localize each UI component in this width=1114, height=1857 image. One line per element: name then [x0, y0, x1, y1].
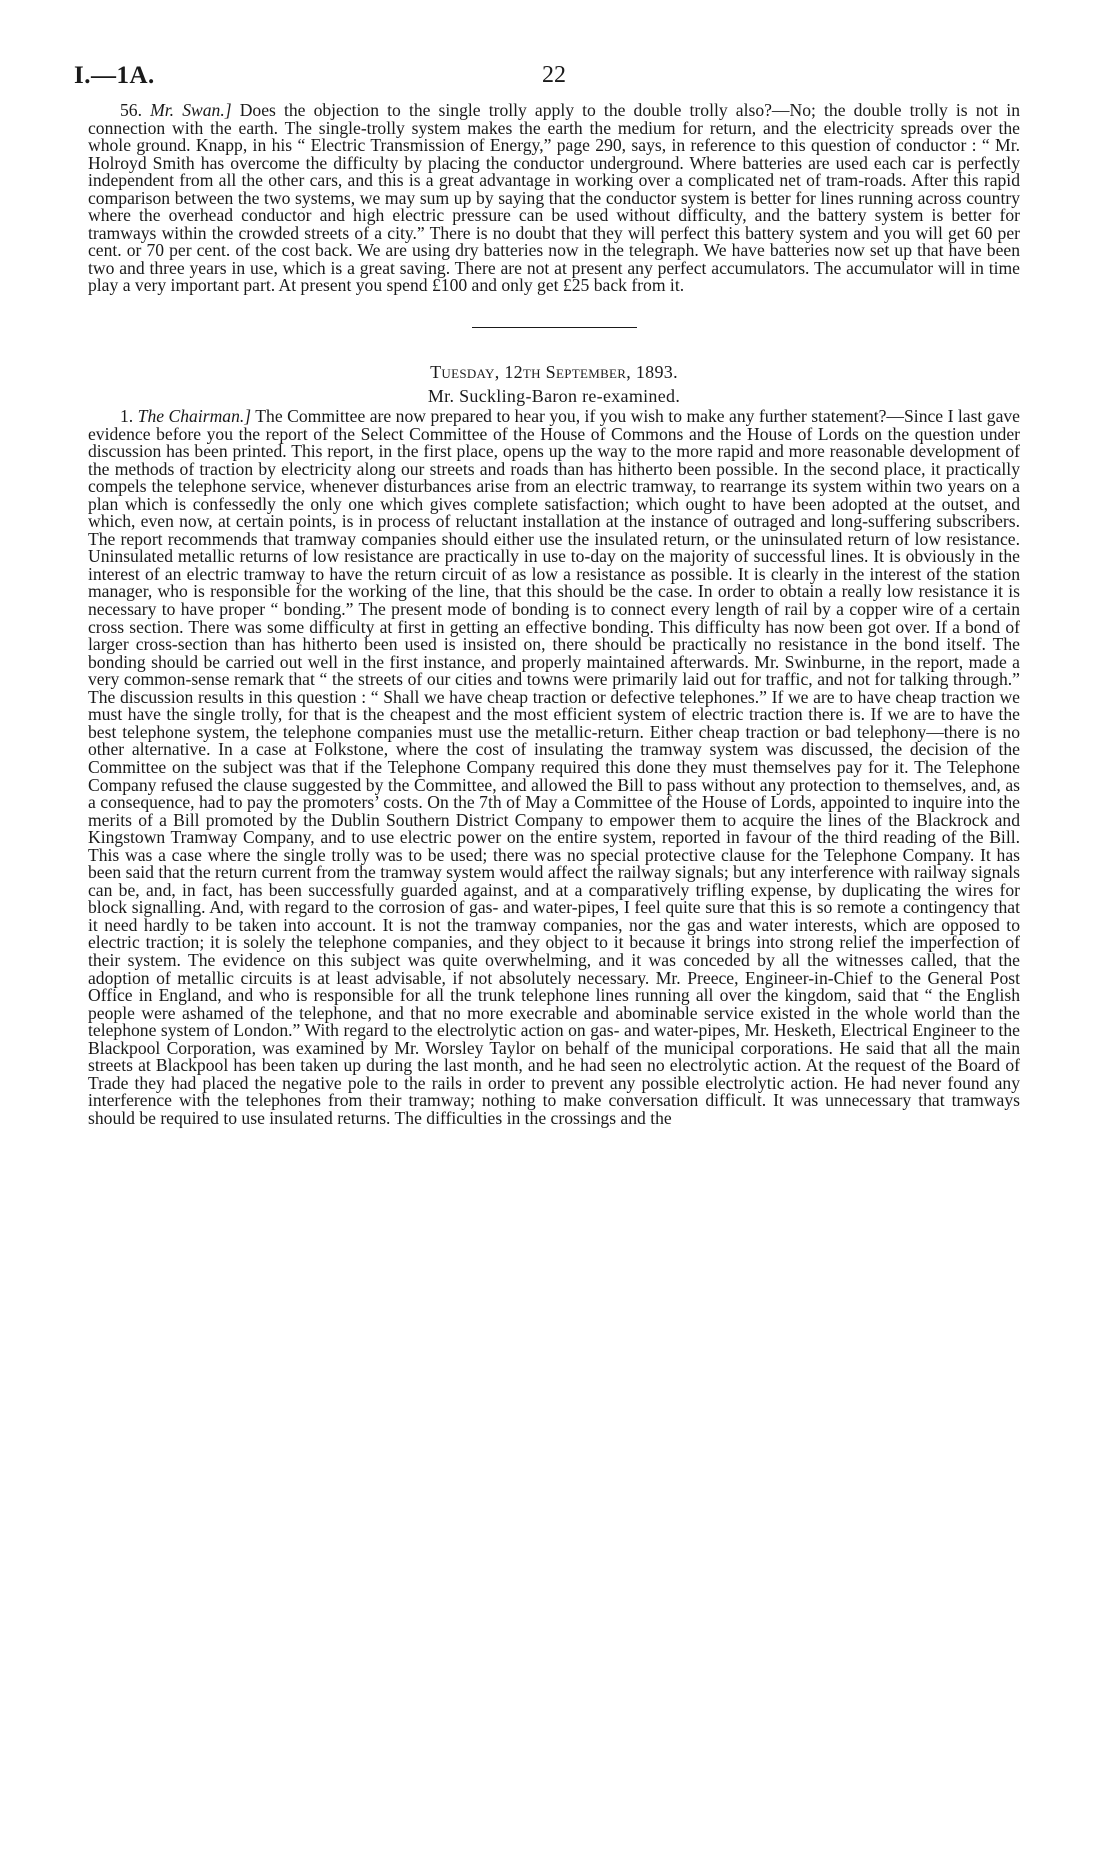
- question-1-paragraph: [88, 408, 1020, 1127]
- question-56-paragraph: [88, 102, 1020, 295]
- page-header: [74, 62, 1020, 102]
- question-speaker: The Chairman.]: [137, 406, 252, 427]
- question-speaker: Mr. Swan.]: [150, 100, 232, 120]
- section-divider: [472, 327, 637, 328]
- question-number: 56.: [120, 100, 142, 120]
- session-date-heading: Tuesday, 12th September, 1893.: [430, 362, 678, 383]
- question-number: 1.: [120, 406, 134, 427]
- page-number: 22: [542, 62, 566, 88]
- parliamentary-paper-reference: I.—1A.: [74, 62, 155, 89]
- witness-name: Mr. Suckling-Baron re-examined.: [427, 386, 681, 407]
- witness-heading: [88, 384, 1020, 408]
- question-text: The Committee are now prepared to hear you, if you wish to make any further statement?—Since I last gave evidence before you the report of the Select Committee of the House of Commons and the House of Lords on the question under discussion has been printed. This report, in the first place, opens up the way to the more rapid and more reasonable development of the methods of traction by electricity along our streets and roads than has hitherto been possible. In the second place, it practically compels the telephone service, whenever disturbances arise from an electric tramway, to rearrange its system within two years on a plan which is confessedly the only one which gives complete satisfaction; which ought to have been adopted at the outset, and which, even now, at certain points, is in process of reluctant installation at the instance of outraged and long-suffering subscribers. The report recommends that tramway companies should either use the insulated return, or the uninsulated return of low resistance. Uninsulated metallic returns of low resistance are practically in use to-day on the majority of successful lines. It is obviously in the interest of an electric tramway to have the return circuit of as low a resistance as possible. It is clearly in the interest of the station manager, who is responsible for the working of the line, that this should be the case. In order to obtain a really low resistance it is necessary to have proper “ bonding.” The present mode of bonding is to connect every length of rail by a copper wire of a certain cross section. There was some difficulty at first in getting an effective bonding. This difficulty has now been got over. If a bond of larger cross-section than has hitherto been used is insisted on, there should be practically no resistance in the bond itself. The bonding should be carried out well in the first instance, and properly maintained afterwards. Mr. Swinburne, in the report, made a very common-sense remark that “ the streets of our cities and towns were primarily laid out for traffic, and not for talking through.” The discussion results in this question : “ Shall we have cheap traction or defective telephones.” If we are to have cheap traction we must have the single trolly, for that is the cheapest and the most efficient system of electric traction there is. If we are to have the best telephone system, the telephone companies must use the metallic-return. Either cheap traction or bad telephony—there is no other alternative. In a case at Folkstone, where the cost of insulating the tramway system was discussed, the decision of the Committee on the subject was that if the Telephone Company required this done they must themselves pay for it. The Telephone Company refused the clause suggested by the Committee, and allowed the Bill to pass without any protection to themselves, and, as a consequence, had to pay the promoters’ costs. On the 7th of May a Committee of the House of Lords, appointed to inquire into the merits of a Bill promoted by the Dublin Southern District Company to empower them to acquire the lines of the Blackrock and Kingstown Tramway Company, and to use electric power on the entire system, reported in favour of the third reading of the Bill. This was a case where the single trolly was to be used; there was no special protective clause for the Telephone Company. It has been said that the return current from the tramway system would affect the railway signals; but any interference with railway signals can be, and, in fact, has been successfully guarded against, and at a comparatively trifling expense, by duplicating the wires for block signalling. And, with regard to the corrosion of gas- and water-pipes, I feel quite sure that this is so remote a contingency that it need hardly to be taken into account. It is not the tramway companies, nor the gas and water interests, which are opposed to electric traction; it is solely the telephone companies, and they object to it because it brings into strong relief the imperfection of their system. The evidence on this subject was quite overwhelming, and it was conceded by all the witnesses called, that the adoption of metallic circuits is at least advisable, if not absolutely necessary. Mr. Preece, Engineer-in-Chief to the General Post Office in England, and who is responsible for all the trunk telephone lines running all over the kingdom, said that “ the English people were ashamed of the telephone, and that no more execrable and abominable service existed in the whole world than the telephone system of London.” With regard to the electrolytic action on gas- and water-pipes, Mr. Hesketh, Electrical Engineer to the Blackpool Corporation, was examined by Mr. Worsley Taylor on behalf of the municipal corporations. He said that all the main streets at Blackpool has been taken up during the last month, and he had seen no electrolytic action. At the request of the Board of Trade they had placed the negative pole to the rails in order to prevent any possible electrolytic action. He had never found any interference with the telephones from their tramway; nothing to make conversation difficult. It was unnecessary that tramways should be required to use insulated returns. The difficulties in the crossings and the: [88, 406, 1020, 1128]
- document-page: [74, 62, 1020, 1128]
- question-text: Does the objection to the single trolly apply to the double trolly also?—No; the double trolly is not in connection with the earth. The single-trolly system makes the earth the medium for return, and the electricity spreads over the whole ground. Knapp, in his “ Electric Transmission of Energy,” page 290, says, in reference to this question of conductor : “ Mr. Holroyd Smith has overcome the difficulty by placing the conductor underground. Where batteries are used each car is perfectly independent from all the other cars, and this is a great advantage in working over a complicated net of tram-roads. After this rapid comparison between the two systems, we may sum up by saying that the conductor system is better for lines running across country where the overhead conductor and high electric pressure can be used without difficulty, and the battery system is better for tramways within the crowded streets of a city.” There is no doubt that they will perfect this battery system and you will get 60 per cent. or 70 per cent. of the cost back. We are using dry batteries now in the telegraph. We have batteries now set up that have been two and three years in use, which is a great saving. There are not at present any perfect accumulators. The accumulator will in time play a very important part. At present you spend £100 and only get £25 back from it.: [88, 100, 1020, 296]
